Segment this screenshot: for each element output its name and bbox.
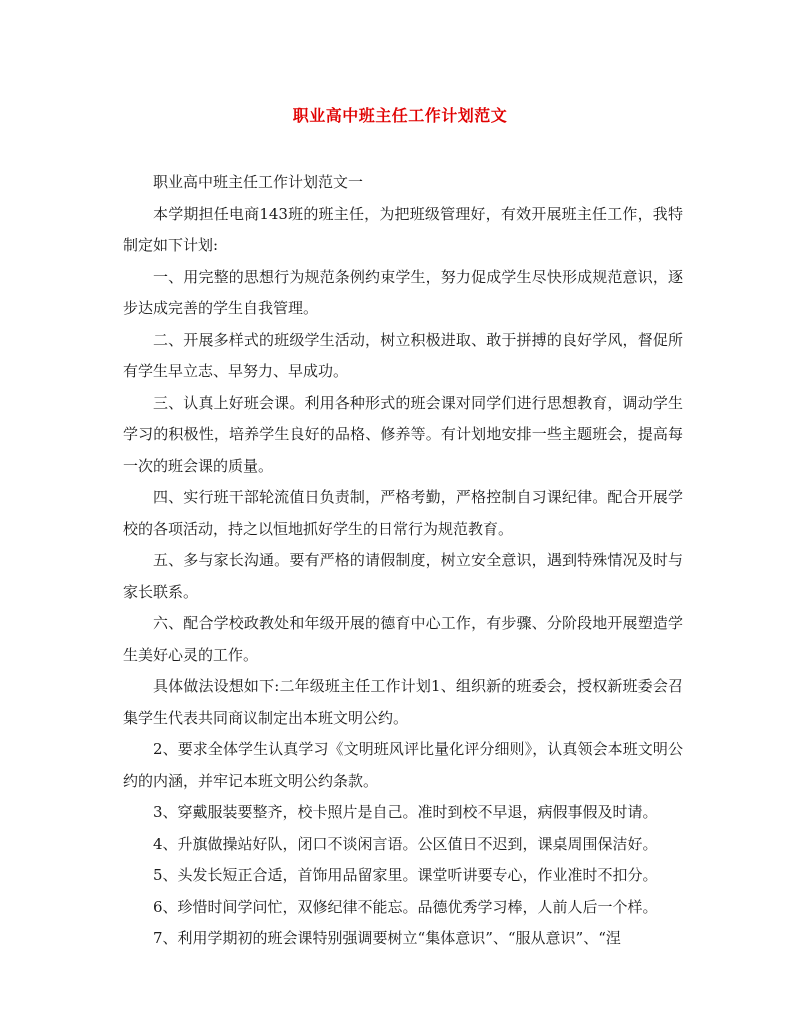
- paragraph-intro: 本学期担任电商143班的班主任，为把班级管理好，有效开展班主任工作，我特制定如下计划:: [123, 204, 683, 254]
- paragraph-methods: 具体做法设想如下:二年级班主任工作计划1、组织新的班委会，授权新班委会召集学生代表共同商议制定出本班文明公约。: [123, 677, 683, 727]
- paragraph-rule-7: 7、利用学期初的班会课特别强调要树立“集体意识”、“服从意识”、“涅: [153, 929, 621, 947]
- paragraph-item-4: 四、实行班干部轮流值日负责制，严格考勤，严格控制自习课纪律。配合开展学校的各项活动，持之以恒地抓好学生的日常行为规范教育。: [123, 488, 683, 538]
- paragraph-item-3: 三、认真上好班会课。利用各种形式的班会课对同学们进行思想教育，调动学生学习的积极性，培养学生良好的品格、修养等。有计划地安排一些主题班会，提高每一次的班会课的质量。: [123, 393, 683, 475]
- document-body: [123, 167, 683, 955]
- paragraph-rule-5: 5、头发长短正合适，首饰用品留家里。课堂听讲要专心，作业准时不扣分。: [153, 866, 658, 884]
- paragraph-rule-3: 3、穿戴服装要整齐，校卡照片是自己。准时到校不早退，病假事假及时请。: [153, 803, 658, 821]
- paragraph-item-2: 二、开展多样式的班级学生活动，树立积极进取、敢于拼搏的良好学风，督促所有学生早立志、早努力、早成功。: [123, 330, 683, 380]
- paragraph-rule-4: 4、升旗做操站好队，闭口不谈闲言语。公区值日不迟到，课桌周围保洁好。: [153, 834, 658, 853]
- paragraph-item-1: 一、用完整的思想行为规范条例约束学生，努力促成学生尽快形成规范意识，逐步达成完善的学生自我管理。: [123, 267, 683, 317]
- paragraph-item-5: 五、多与家长沟通。要有严格的请假制度，树立安全意识，遇到特殊情况及时与家长联系。: [123, 551, 683, 601]
- paragraph-item-6: 六、配合学校政教处和年级开展的德育中心工作，有步骤、分阶段地开展塑造学生美好心灵的工作。: [123, 614, 683, 664]
- paragraph-subtitle: 职业高中班主任工作计划范文一: [153, 173, 364, 191]
- paragraph-rule-6: 6、珍惜时间学问忙，双修纪律不能忘。品德优秀学习棒，人前人后一个样。: [153, 897, 658, 916]
- document-title: 职业高中班主任工作计划范文: [292, 106, 508, 125]
- paragraph-rule-2: 2、要求全体学生认真学习《文明班风评比量化评分细则》，认真领会本班文明公约的内涵，并牢记本班文明公约条款。: [123, 740, 683, 790]
